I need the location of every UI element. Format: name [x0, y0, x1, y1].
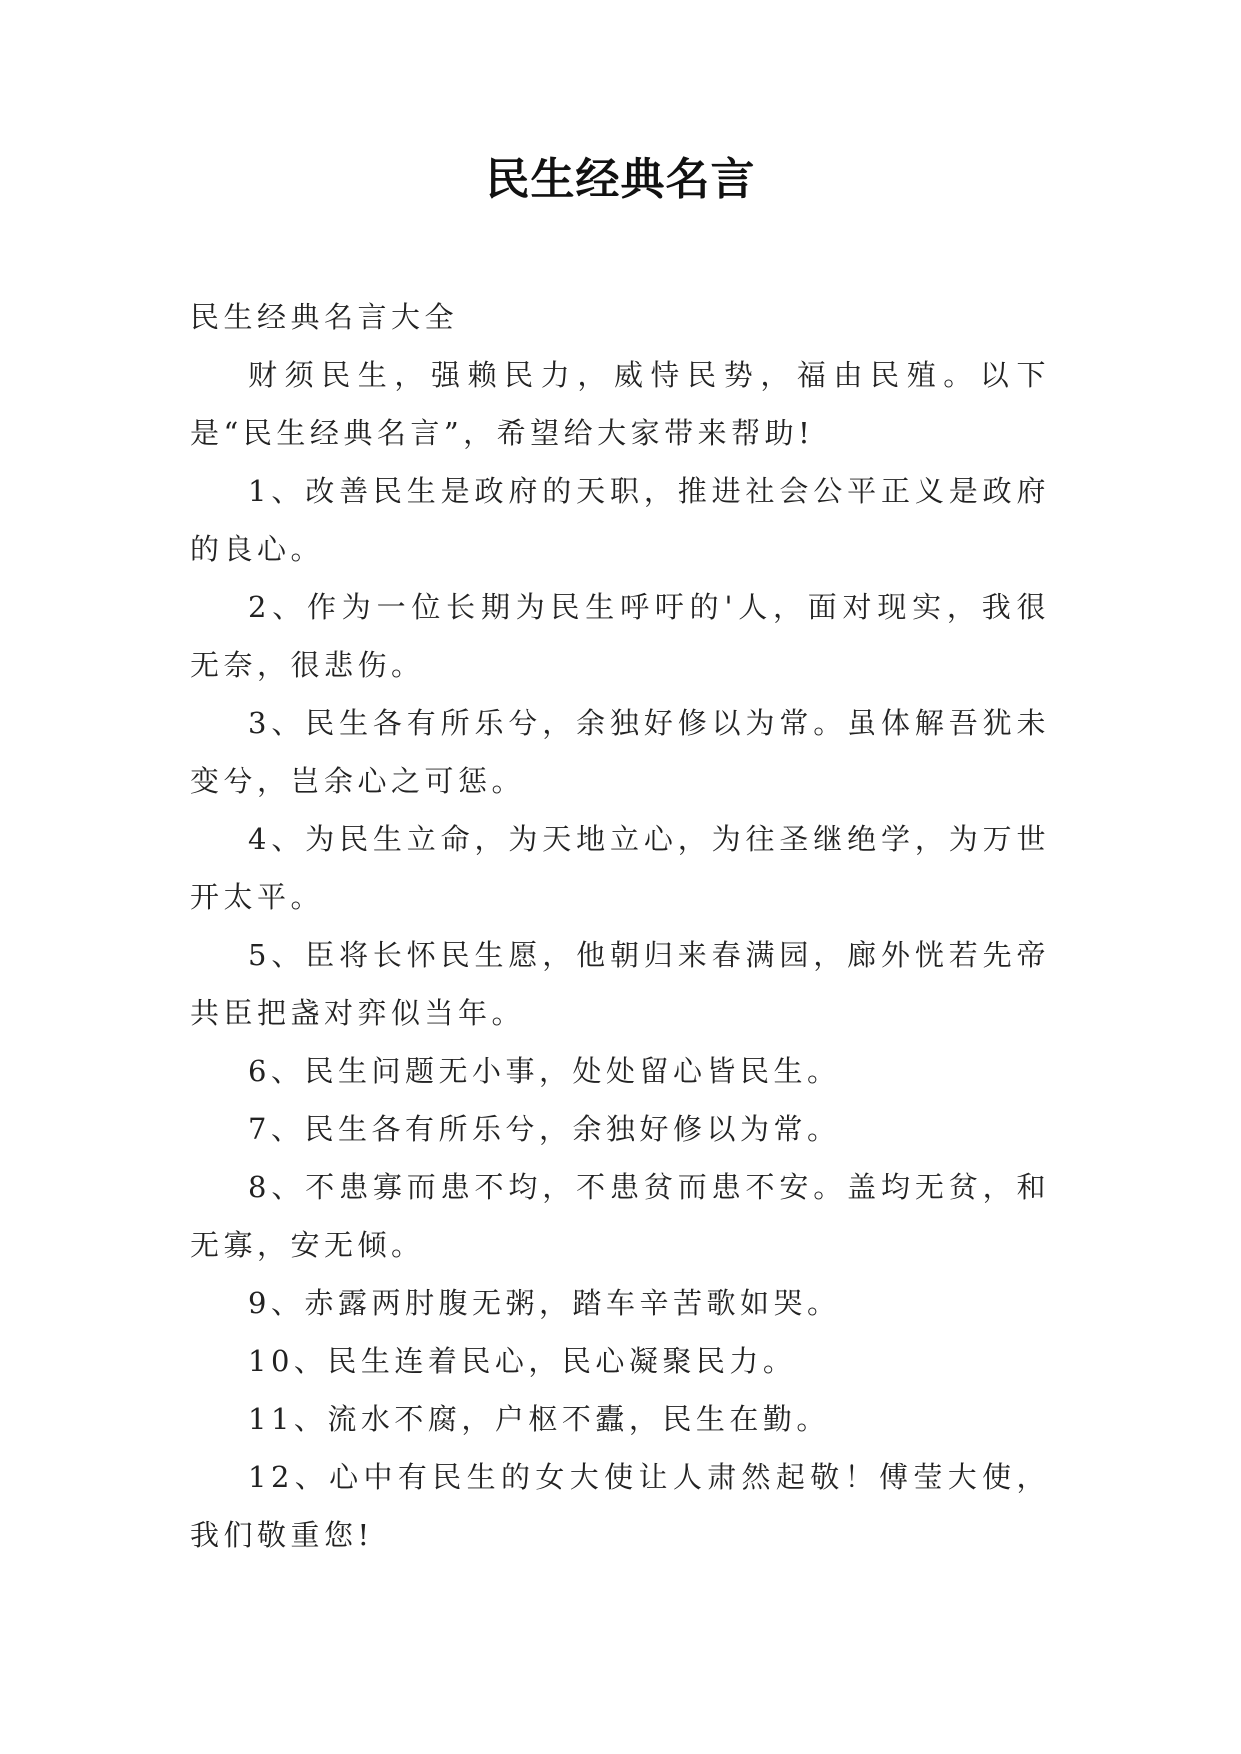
quote-item: 4、为民生立命，为天地立心，为往圣继绝学，为万世开太平。 [190, 822, 1050, 914]
document-title: 民生经典名言 [485, 154, 756, 205]
quote-item: 10、民生连着民心，民心凝聚民力。 [248, 1344, 797, 1378]
quote-item: 6、民生问题无小事，处处留心皆民生。 [248, 1054, 841, 1088]
quote-item: 11、流水不腐，户枢不蠹，民生在勤。 [248, 1402, 830, 1436]
document-subtitle: 民生经典名言大全 [190, 300, 459, 334]
quote-item: 9、赤露两肘腹无粥，踏车辛苦歌如哭。 [248, 1286, 841, 1320]
quote-item: 1、改善民生是政府的天职，推进社会公平正义是政府的良心。 [190, 474, 1050, 566]
quote-item: 2、作为一位长期为民生呼吁的'人，面对现实，我很无奈，很悲伤。 [190, 590, 1050, 682]
quote-item: 3、民生各有所乐兮，余独好修以为常。虽体解吾犹未变兮，岂余心之可惩。 [190, 706, 1050, 798]
quote-item: 8、不患寡而患不均，不患贫而患不安。盖均无贫，和无寡，安无倾。 [190, 1170, 1050, 1262]
intro-paragraph: 财须民生，强赖民力，威恃民势，福由民殖。以下是“民生经典名言”，希望给大家带来帮助! [190, 358, 1050, 450]
quote-item: 12、心中有民生的女大使让人肃然起敬！傅莹大使，我们敬重您! [190, 1460, 1050, 1552]
document-body [190, 288, 1050, 1564]
quote-item: 5、臣将长怀民生愿，他朝归来春满园，廊外恍若先帝共臣把盏对弈似当年。 [190, 938, 1050, 1030]
quote-item: 7、民生各有所乐兮，余独好修以为常。 [248, 1112, 841, 1146]
